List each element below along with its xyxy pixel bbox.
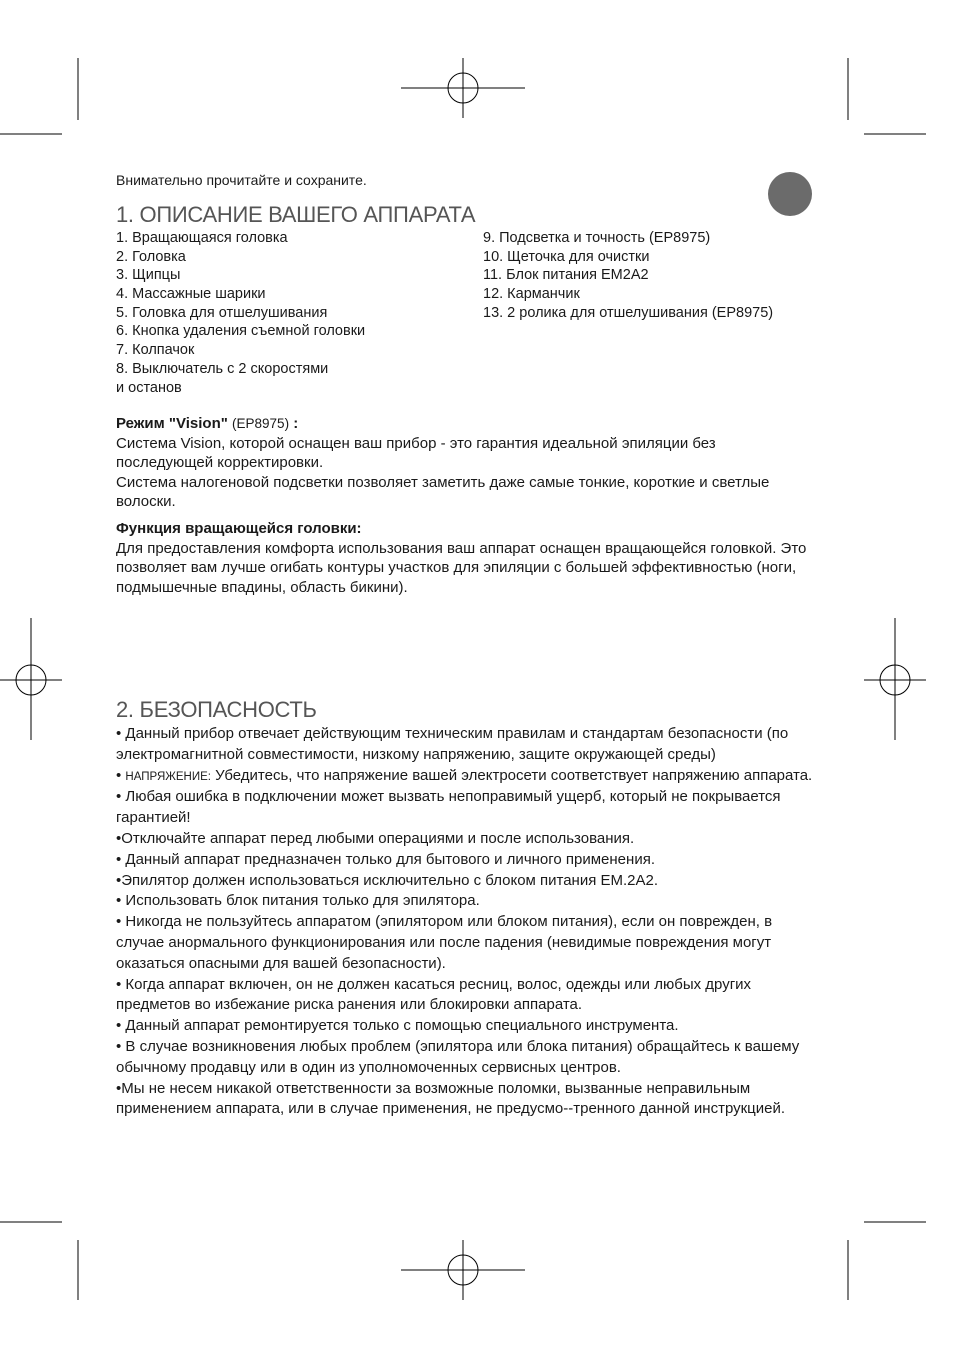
voltage-text: Убедитесь, что напряжение вашей электросети соответствует напряжению аппарата.	[215, 766, 813, 784]
list-item: • Любая ошибка в подключении может вызвать непоправимый ущерб, который не покрывается гарантией!	[116, 788, 781, 827]
list-item: • НАПРЯЖЕНИЕ: Убедитесь, что напряжение вашей электросети соответствует напряжению аппарата.	[116, 766, 813, 784]
list-item: • В случае возникновения любых проблем (эпилятора или блока питания) обращайтесь к вашему обычному продавцу или в один из уполномоченных сервисных центров.	[116, 1037, 800, 1076]
rotating-heading: Функция вращающейся головки:	[116, 520, 362, 537]
vision-heading	[116, 414, 816, 434]
list-item: 1. Вращающаяся головка	[116, 230, 288, 246]
list-item: • Никогда не пользуйтесь аппаратом (эпилятором или блоком питания), если он поврежден, в случае анормального функционирования или после падения (невидимые повреждения могут оказаться опасными для вашей безопасности).	[116, 913, 773, 972]
list-item: 13. 2 ролика для отшелушивания (EP8975)	[483, 304, 774, 321]
vision-colon: :	[293, 415, 299, 432]
list-item: 2. Головка	[116, 248, 186, 265]
list-item: • Когда аппарат включен, он не должен касаться ресниц, волос, одежды или любых других предметов во избежание риска ранения или блокировки аппарата.	[116, 975, 752, 1014]
list-item: • Данный аппарат ремонтируется только с помощью специального инструмента.	[116, 1017, 679, 1035]
list-item: •Мы не несем никакой ответственности за возможные поломки, вызванные неправильным применением аппарата, или в случае применения, не предусмо--тренного данной инструкцией.	[116, 1079, 786, 1118]
vision-section	[116, 414, 816, 512]
list-item: • Использовать блок питания только для эпилятора.	[116, 892, 480, 910]
parts-list-left	[116, 229, 365, 397]
list-item: 8. Выключатель с 2 скоростями	[116, 360, 329, 377]
list-item: 11. Блок питания EM2A2	[483, 267, 649, 284]
safety-list	[116, 724, 816, 1120]
section-1-title: 1. ОПИСАНИЕ ВАШЕГО АППАРАТА	[116, 202, 476, 227]
list-item: и останов	[116, 379, 182, 396]
list-item: • Данный аппарат предназначен только для бытового и личного применения.	[116, 850, 655, 868]
list-item: •Отключайте аппарат перед любыми операциями и после использования.	[116, 829, 635, 847]
page-dot-marker	[768, 172, 812, 216]
vision-label: Режим "Vision"	[116, 415, 228, 432]
vision-model: (EP8975)	[232, 416, 290, 431]
list-item: • Данный прибор отвечает действующим техническим правилам и стандартам безопасности (по электромагнитной совместимости, низкому напряжению, защите окружающей среды)	[116, 725, 789, 763]
parts-list-right	[483, 229, 773, 322]
list-item: 6. Кнопка удаления съемной головки	[116, 323, 366, 340]
voltage-label: НАПРЯЖЕНИЕ:	[125, 770, 211, 783]
list-item: 4. Массажные шарики	[116, 286, 266, 303]
rotating-section	[116, 519, 816, 597]
list-item: 9. Подсветка и точность (EP8975)	[483, 230, 711, 246]
list-item: 10. Щеточка для очистки	[483, 248, 650, 265]
list-item: 3. Щипцы	[116, 267, 181, 284]
list-item: 12. Карманчик	[483, 286, 580, 303]
section-2-title: 2. БЕЗОПАСНОСТЬ	[116, 697, 317, 722]
rotating-text: Для предоставления комфорта использования ваш аппарат оснащен вращающейся головкой. Это позволяет вам лучше огибать контуры участков для эпиляции с большей эффективностью (ноги, подмышечные впадины, область бикини).	[116, 539, 807, 596]
list-item: 7. Колпачок	[116, 342, 195, 359]
list-item: 5. Головка для отшелушивания	[116, 304, 328, 321]
vision-text-2: Система налогеновой подсветки позволяет заметить даже самые тонкие, короткие и светлые волоски.	[116, 473, 770, 510]
list-item: •Эпилятор должен использоваться исключительно с блоком питания EM.2A2.	[116, 871, 659, 889]
vision-text-1: Система Vision, которой оснащен ваш прибор - это гарантия идеальной эпиляции без последующей корректировки.	[116, 434, 716, 471]
intro-text: Внимательно прочитайте и сохраните.	[116, 172, 367, 188]
